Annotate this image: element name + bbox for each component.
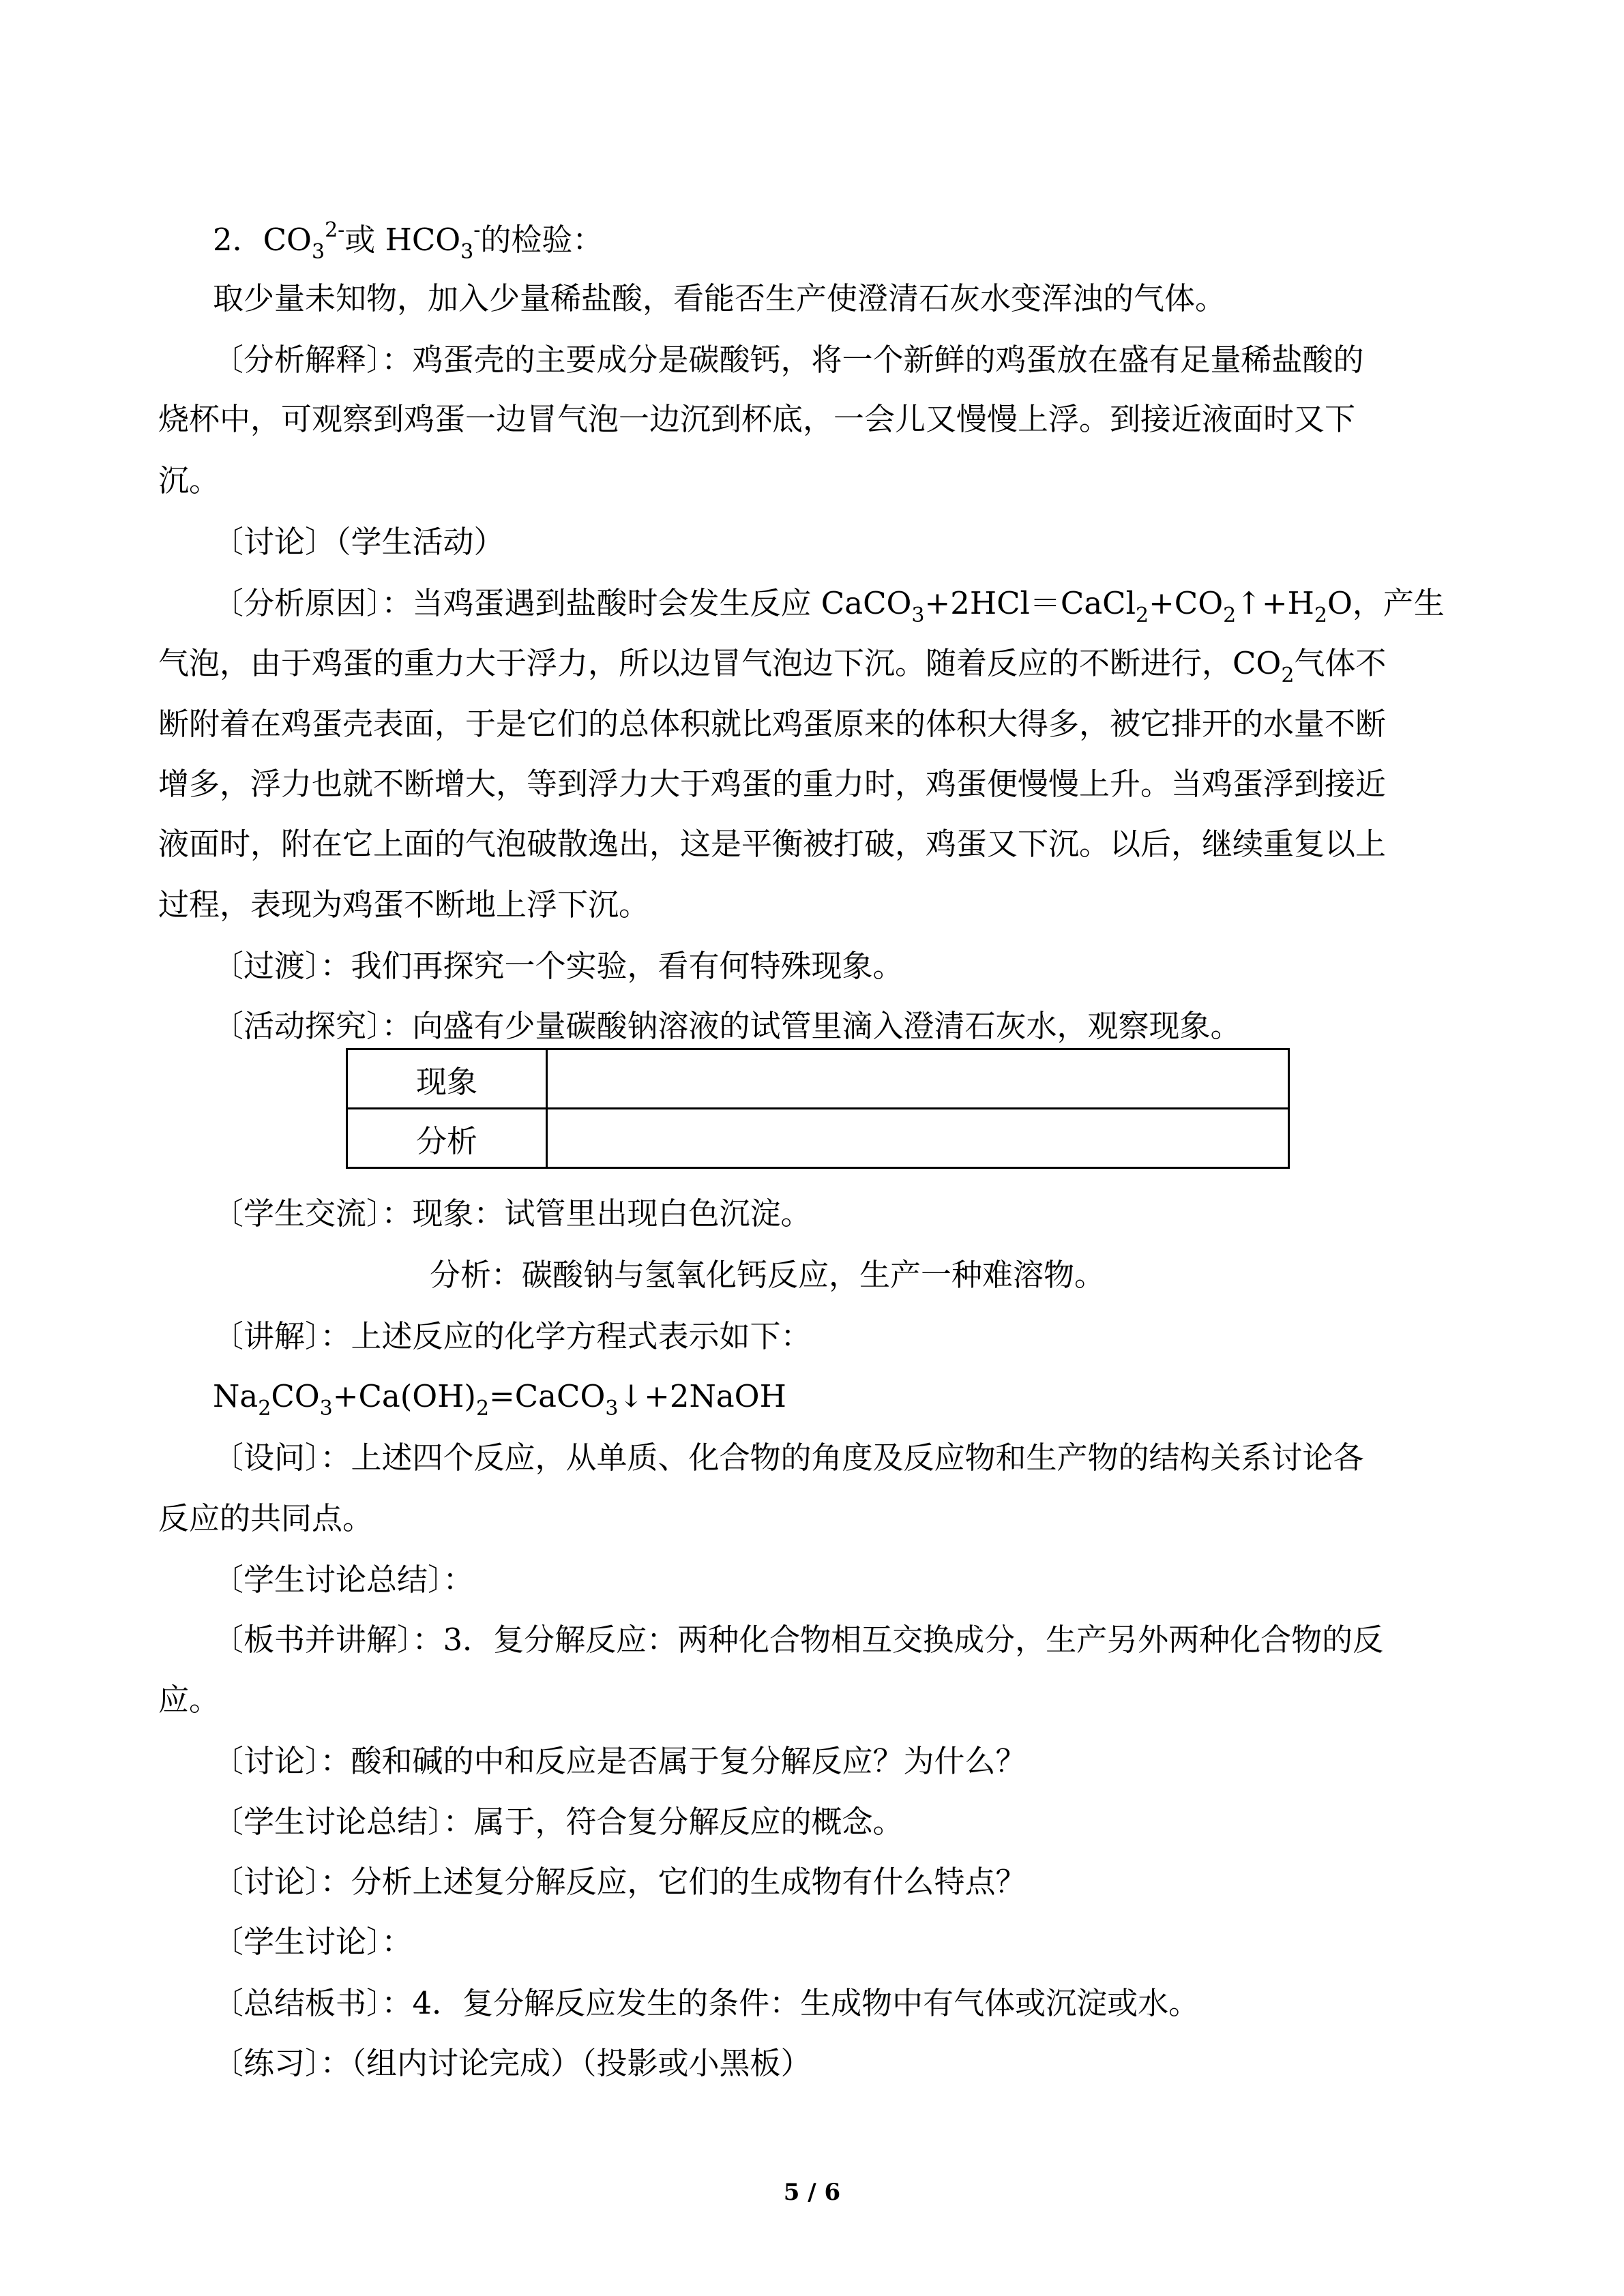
reason-line-4: 增多，浮力也就不断增大，等到浮力大于鸡蛋的重力时，鸡蛋便慢慢上升。当鸡蛋浮到接近: [158, 766, 1387, 802]
analysis-line-1: 〔分析解释〕：鸡蛋壳的主要成分是碳酸钙，将一个新鲜的鸡蛋放在盛有足量稀盐酸的: [213, 342, 1364, 378]
reason-line-6: 过程，表现为鸡蛋不断地上浮下沉。: [158, 886, 650, 923]
student-summary-answer: 〔学生讨论总结〕：属于，符合复分解反应的概念。: [213, 1804, 904, 1840]
board-line-1: 〔板书并讲解〕：3．复分解反应：两种化合物相互交换成分，生产另外两种化合物的反: [213, 1622, 1384, 1658]
student-analysis: 分析：碳酸钠与氢氧化钙反应，生产一种难溶物。: [430, 1257, 1106, 1293]
table-row: [347, 1049, 1289, 1109]
board-line-2: 应。: [158, 1682, 220, 1718]
analysis-line-3: 沉。: [158, 462, 220, 498]
reason-line-1: 〔分析原因〕：当鸡蛋遇到盐酸时会发生反应 $CaCO_3+2HCl=CaCl_2+CO_2↑+H_2O$，产生: [213, 585, 1445, 627]
student-discussion: 〔学生讨论〕：: [213, 1924, 413, 1960]
question-line-2: 反应的共同点。: [158, 1500, 374, 1536]
reason-line-2: 气泡，由于鸡蛋的重力大于浮力，所以边冒气泡边下沉。随着反应的不断进行，$CO_2$气体不: [158, 645, 1387, 687]
row-label-phenomenon: 现象: [347, 1049, 547, 1109]
analysis-cell: [547, 1109, 1289, 1168]
explanation: 〔讲解〕：上述反应的化学方程式表示如下：: [213, 1318, 812, 1354]
row-label-analysis: 分析: [347, 1109, 547, 1168]
discussion-neutralization: 〔讨论〕：酸和碱的中和反应是否属于复分解反应？为什么？: [213, 1743, 1027, 1779]
chemical-equation: $Na_2CO_3+Ca(OH)_2=CaCO_3↓+2NaOH$: [213, 1378, 786, 1420]
student-exchange: 〔学生交流〕：现象：试管里出现白色沉淀。: [213, 1195, 812, 1232]
reason-line-5: 液面时，附在它上面的气泡破散逸出，这是平衡被打破，鸡蛋又下沉。以后，继续重复以上: [158, 826, 1387, 862]
exercise: 〔练习〕：（组内讨论完成）（投影或小黑板）: [213, 2045, 812, 2081]
transition: 〔过渡〕：我们再探究一个实验，看有何特殊现象。: [213, 948, 904, 984]
student-summary-heading: 〔学生讨论总结〕：: [213, 1562, 474, 1598]
analysis-line-2: 烧杯中，可观察到鸡蛋一边冒气泡一边沉到杯底，一会儿又慢慢上浮。到接近液面时又下: [158, 401, 1356, 437]
observation-table: [346, 1048, 1290, 1169]
summary-board: 〔总结板书〕：4．复分解反应发生的条件：生成物中有气体或沉淀或水。: [213, 1985, 1200, 2021]
discussion-products: 〔讨论〕：分析上述复分解反应，它们的生成物有什么特点？: [213, 1864, 1027, 1900]
phenomenon-cell: [547, 1049, 1289, 1109]
activity-inquiry: 〔活动探究〕：向盛有少量碳酸钠溶液的试管里滴入澄清石灰水，观察现象。: [213, 1008, 1241, 1044]
table-row: [347, 1109, 1289, 1168]
question-line-1: 〔设问〕：上述四个反应，从单质、化合物的角度及反应物和生产物的结构关系讨论各: [213, 1440, 1364, 1476]
discussion-activity: 〔讨论〕（学生活动）: [213, 524, 505, 560]
page-number: 5 / 6: [783, 2179, 841, 2206]
heading-carbonate-test: 2．$CO_3^{2-}$或 $HCO_3^-$的检验：: [213, 218, 604, 264]
test-method: 取少量未知物，加入少量稀盐酸，看能否生产使澄清石灰水变浑浊的气体。: [213, 280, 1226, 316]
reason-line-3: 断附着在鸡蛋壳表面，于是它们的总体积就比鸡蛋原来的体积大得多，被它排开的水量不断: [158, 706, 1387, 742]
